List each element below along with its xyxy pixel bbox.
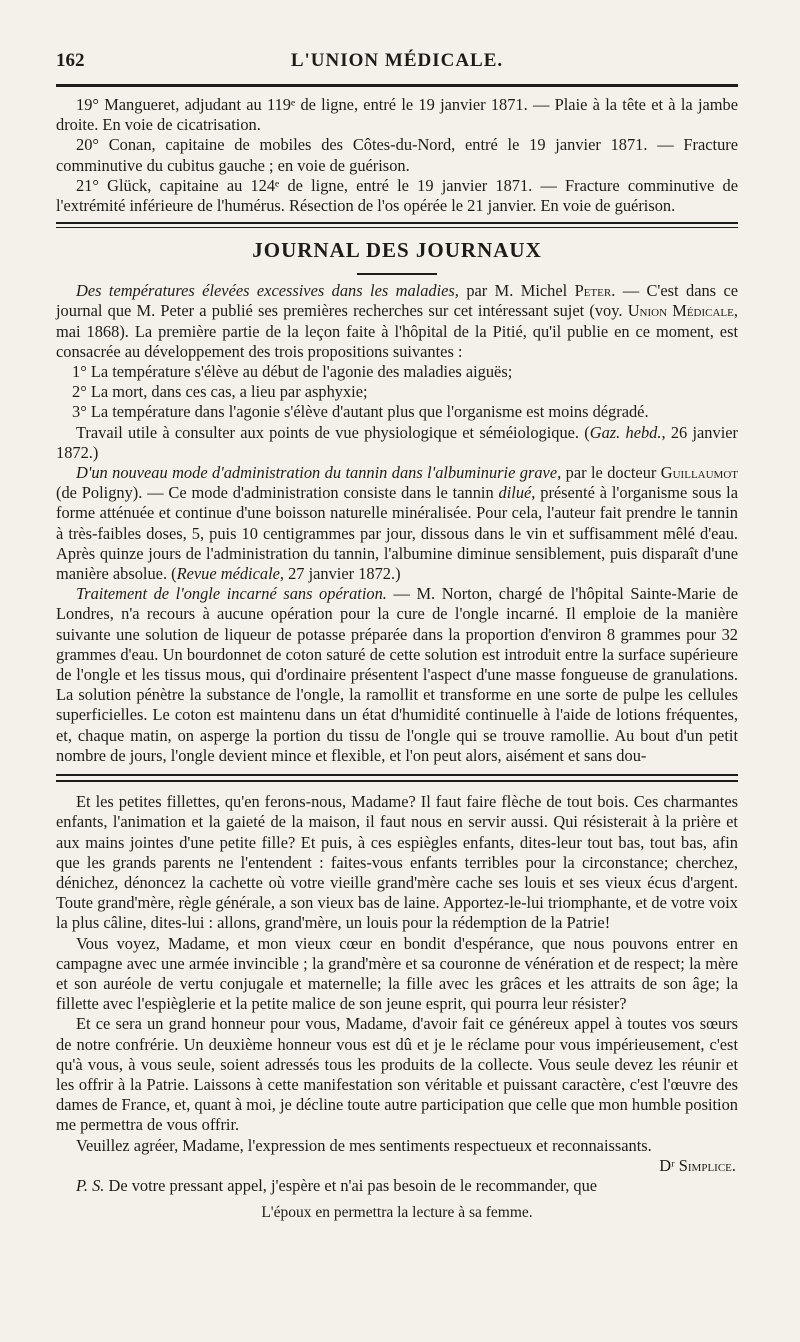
- article-ongle-body: Traitement de l'ongle incarné sans opération. — M. Norton, chargé de l'hôpital Sainte-Marie de Londres, n'a recours à aucune opération pour la cure de l'ongle incarné. Il emploie de la manière suivante une solution de liqueur de potasse préparée dans la proportion d'environ 8 grammes pour 32 grammes d'eau. Un bourdonnet de coton saturé de cette solution est introduit entre la surface supérieure de l'ongle et les tissus mous, qui d'ordinaire présentent l'aspect d'une masse fongueuse de granulations. La solution pénètre la substance de l'ongle, la ramollit et transforme en une sorte de pulpe les cellules superficielles. Le coton est maintenu dans un état d'humidité continuelle à l'aide de lotions fréquentes, et, chaque matin, on asperge la portion du tissu de l'ongle qui se trouve ramollie. Au bout d'un petit nombre de jours, l'ongle devient mince et flexible, et l'on peut alors, aisément et sans dou-: [56, 584, 738, 765]
- page-number: 162: [56, 50, 85, 71]
- article-temperatures-closing: Travail utile à consulter aux points de vue physiologique et séméiologique. (Gaz. hebd., 26 janvier 1872.): [56, 422, 738, 462]
- wounded-list: [56, 95, 738, 216]
- running-title: L'UNION MÉDICALE.: [290, 50, 504, 71]
- article-title: D'un nouveau mode d'administration du tannin dans l'albuminurie grave,: [76, 463, 562, 483]
- wounded-entry-21: 21° Glück, capitaine au 124ᵉ de ligne, entré le 19 janvier 1871. — Fracture comminutive de l'extrémité inférieure de l'humérus. Résection de l'os opérée le 21 janvier. En voie de guérison.: [56, 175, 738, 216]
- article-title: Des températures élevées excessives dans les maladies,: [76, 281, 459, 301]
- proposition-item: 1° La température s'élève au début de l'agonie des maladies aiguës;: [72, 362, 513, 382]
- article-temperatures-intro: Des températures élevées excessives dans les maladies, par M. Michel Peter. — C'est dans ce journal que M. Peter a publié ses premières recherches sur cet intéressant sujet (voy. Union Médicale, mai 1868). La première partie de la leçon faite à l'hôpital de la Pitié, qu'il publie en ce moment, est consacrée au développement des trois propositions suivantes :: [56, 281, 739, 361]
- proposition-item: 3° La température dans l'agonie s'élève d'autant plus que l'organisme est moins dégradé.: [72, 402, 649, 422]
- wounded-entry-19: 19° Mangueret, adjudant au 119ᵉ de ligne, entré le 19 janvier 1871. — Plaie à la tête et à la jambe droite. En voie de cicatrisation.: [56, 95, 738, 135]
- article-title: Traitement de l'ongle incarné sans opération.: [76, 584, 387, 604]
- author-name: Peter: [574, 281, 612, 301]
- section-divider: [56, 222, 738, 228]
- postscript-label: P. S.: [76, 1175, 105, 1195]
- postscript-last-line: L'époux en permettra la lecture à sa femme.: [261, 1204, 533, 1222]
- header-rule: [56, 84, 738, 87]
- proposition-item: 2° La mort, dans ces cas, a lieu par asphyxie;: [72, 382, 368, 402]
- page-header: [56, 46, 738, 80]
- journal-name: Union Médicale: [627, 301, 734, 321]
- postscript: P. S. De votre pressant appel, j'espère et n'ai pas besoin de le recommander, que: [76, 1175, 598, 1195]
- article-ongle: [56, 584, 738, 766]
- signature-name: Simplice: [678, 1155, 732, 1175]
- citation: Gaz. hebd.: [589, 422, 662, 442]
- author-name: Guillaumot: [660, 463, 738, 483]
- article-tannin: [56, 463, 738, 584]
- feuilleton-divider: [56, 774, 738, 782]
- article-temperatures: [56, 281, 738, 463]
- feuilleton-paragraph: Vous voyez, Madame, et mon vieux cœur en bondit d'espérance, que nous pouvons entrer en campagne avec une armée invincible ; la grand'mère et sa couronne de vénération et de respect; la mère et son auréole de vertu conjugale et maternelle; la fille avec les grâces et les attraits de son âge; la fillette avec l'espièglerie et la petite malice de son jeune esprit, qui pourra leur résister?: [56, 933, 738, 1014]
- feuilleton-paragraph: Et les petites fillettes, qu'en ferons-nous, Madame? Il faut faire flèche de tout bois. Ces charmantes enfants, l'animation et la gaieté de la maison, il faut nous en servir aussi. Qui résisterait à la prière et aux mains jointes d'une petite fille? Et puis, à ces espiègles enfants, dites-leur tout bas, tout bas, afin que les grands parents ne l'entendent : faites-vous enfants terribles pour la circonstance; cherchez, dénichez, dénoncez la cachette où votre vieille grand'mère cache ses louis et ses vieux écus d'argent. Toute grand'mère, règle générale, a son vieux bas de laine. Apportez-le-lui triomphante, et de votre voix la plus câline, dites-lui : allons, grand'mère, un louis pour la rédemption de la Patrie!: [56, 792, 738, 933]
- heading-underline: [357, 273, 437, 275]
- signature: Dʳ Simplice.: [659, 1155, 736, 1175]
- section-heading: JOURNAL DES JOURNAUX: [252, 238, 542, 263]
- citation: Revue médicale: [176, 564, 280, 584]
- wounded-entry-20: 20° Conan, capitaine de mobiles des Côtes-du-Nord, entré le 19 janvier 1871. — Fracture comminutive du cubitus gauche ; en voie de guérison.: [56, 135, 738, 175]
- feuilleton-paragraph: Et ce sera un grand honneur pour vous, Madame, d'avoir fait ce généreux appel à toutes vos sœurs de notre confrérie. Un deuxième honneur vous est dû et je le réclame pour vous impérieusement, c'est qu'à vous, à vous seule, soient adressés tous les produits de la collecte. Vous seule devez les réunir et les offrir à la Patrie. Laissons à cette manifestation son véritable et puissant caractère, c'est l'œuvre des dames de France, et, quant à moi, je décline toute autre participation que celle que mon humble position me permettra de vous offrir.: [56, 1014, 738, 1135]
- feuilleton: [56, 792, 738, 1224]
- feuilleton-paragraph: Veuillez agréer, Madame, l'expression de mes sentiments respectueux et reconnaissants.: [76, 1135, 652, 1155]
- emphasis: dilué: [498, 483, 532, 503]
- article-tannin-body: D'un nouveau mode d'administration du tannin dans l'albuminurie grave, par le docteur Guillaumot (de Poligny). — Ce mode d'administration consiste dans le tannin dilué, présenté à l'organisme sous la forme atténuée et continue d'une boisson naturelle minéralisée. Pour cela, l'auteur fait prendre le tannin à très-faibles doses, 5, puis 10 centigrammes par jour, dissous dans le vin et suffisamment mêlé d'eau. Après quinze jours de l'administration du tannin, l'albumine diminue sensiblement, puis disparaît d'une manière absolue. (Revue médicale, 27 janvier 1872.): [56, 463, 738, 584]
